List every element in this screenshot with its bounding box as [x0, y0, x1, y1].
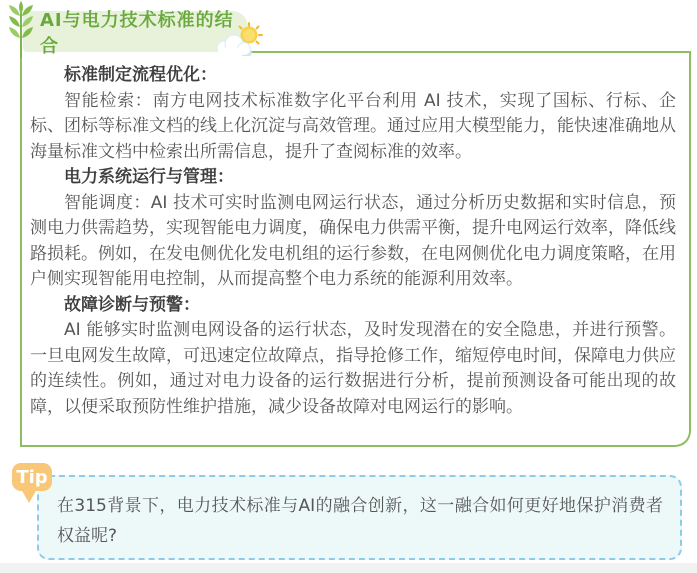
tip-text: 在315背景下，电力技术标准与AI的融合创新，这一融合如何更好地保护消费者权益呢? — [57, 496, 663, 546]
tip-badge-label: Tip — [16, 466, 48, 488]
section-1-paragraph: 智能检索：南方电网技术标准数字化平台利用 AI 技术，实现了国标、行标、企标、团标等标准文档的线上化沉淀与高效管理。通过应用大模型能力，能快速准确地从海量标准文档中检索出所需信息，提升了查阅标准的效率。 — [30, 90, 676, 162]
page-bottom-edge — [0, 563, 697, 573]
article-panel-top-border — [246, 51, 689, 53]
section-1-heading: 标准制定流程优化： — [64, 65, 217, 85]
sun-cloud-icon — [212, 22, 266, 58]
tip-badge — [12, 463, 52, 491]
page-title: AI与电力技术标准的结合 — [40, 9, 234, 57]
tip-box — [37, 475, 682, 560]
section-2-paragraph: 智能调度：AI 技术可实时监测电网运行状态，通过分析历史数据和实时信息，预测电力供需趋势，实现智能电力调度，确保电力供需平衡，提升电网运行效率，降低线路损耗。例如，在发电侧优化发电机组的运行参数，在电网侧优化电力调度策略，在用户侧实现智能用电控制，从而提高整个电力系统的能源利用效率。 — [30, 192, 676, 289]
article-body — [30, 63, 676, 420]
section-3-heading: 故障诊断与预警： — [64, 294, 200, 315]
section-2-heading: 电力系统运行与管理： — [64, 167, 234, 187]
section-3-paragraph: AI 能够实时监测电网设备的运行状态，及时发现潜在的安全隐患，并进行预警。一旦电网发生故障，可迅速定位故障点，指导抢修工作，缩短停电时间，保障电力供应的连续性。例如，通过对电力设备的运行数据进行分析，提前预测设备可能出现的故障，以便采取预防性维护措施，减少设备故障对电网运行的影响。 — [30, 320, 676, 417]
wheat-icon — [6, 0, 36, 58]
tip-badge-tail — [21, 489, 37, 503]
